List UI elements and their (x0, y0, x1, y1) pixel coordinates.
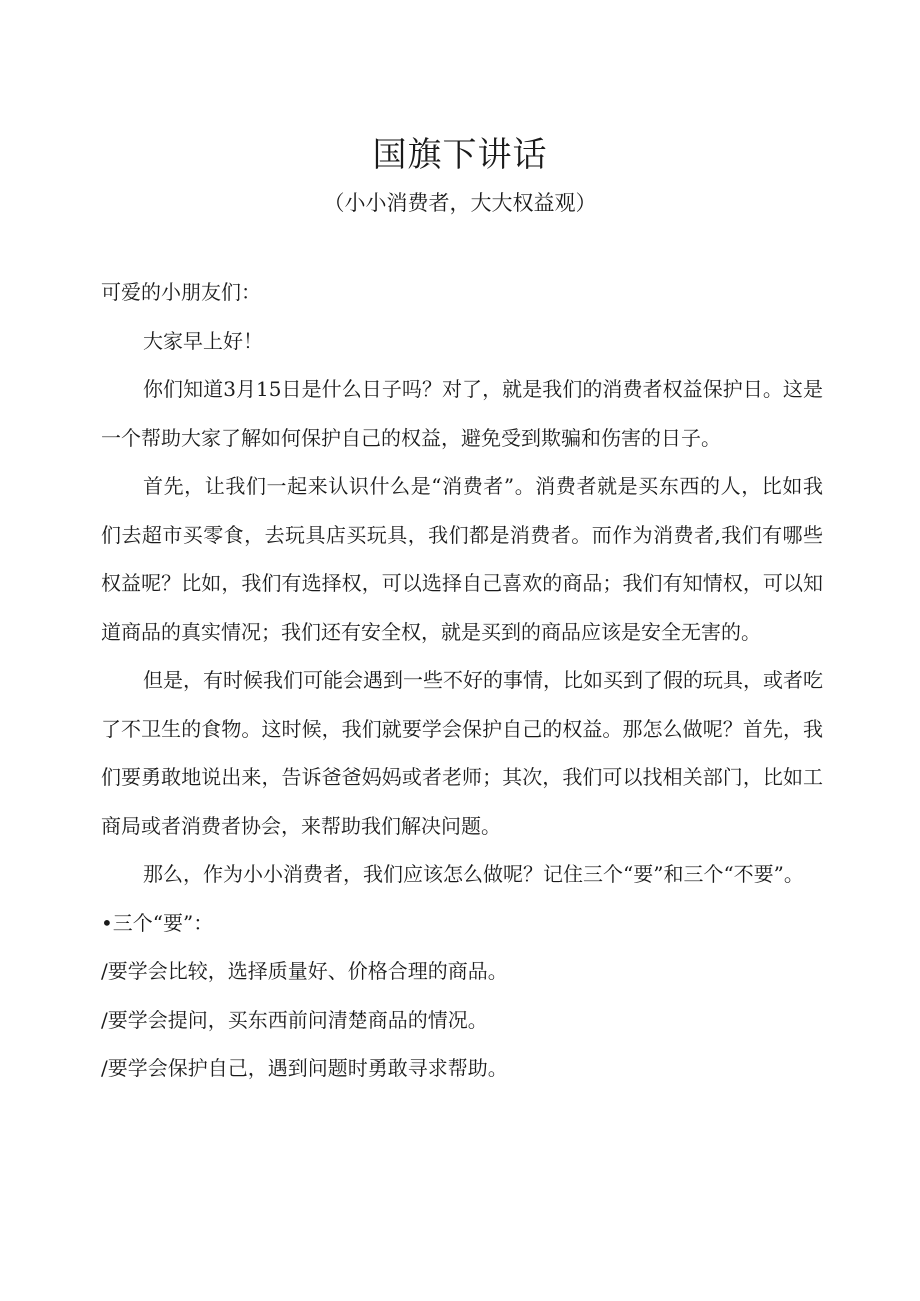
list-item: /要学会提问，买东西前问清楚商品的情况。 (101, 1007, 488, 1032)
paragraph: 但是，有时候我们可能会遇到一些不好的事情，比如买到了假的玩具，或者吃了不卫生的食物。这时候，我们就要学会保护自己的权益。那怎么做呢？首先，我们要勇敢地说出来，告诉爸爸妈妈或者老师；其次，我们可以找相关部门，比如工商局或者消费者协会，来帮助我们解决问题。 (101, 668, 823, 838)
paragraph: 那么，作为小小消费者，我们应该怎么做呢？记住三个“要”和三个“不要”。 (143, 862, 804, 886)
salutation: 大家早上好！ (143, 328, 263, 353)
greeting: 可爱的小朋友们： (101, 280, 261, 304)
paragraph: 首先，让我们一起来认识什么是“消费者”。消费者就是买东西的人，比如我们去超市买零食，去玩具店买玩具，我们都是消费者。而作为消费者,我们有哪些权益呢？比如，我们有选择权，可以选择自己喜欢的商品；我们有知情权，可以知道商品的真实情况；我们还有安全权，就是买到的商品应该是安全无害的。 (101, 474, 823, 644)
document-title: 国旗下讲话 (372, 135, 548, 175)
list-item: /要学会比较，选择质量好、价格合理的商品。 (101, 959, 508, 983)
paragraph: 你们知道3月15日是什么日子吗？对了，就是我们的消费者权益保护日。这是一个帮助大家了解如何保护自己的权益，避免受到欺骗和伤害的日子。 (101, 377, 823, 450)
list-heading: •三个“要”： (101, 910, 214, 935)
list-item: /要学会保护自己，遇到问题时勇敢寻求帮助。 (101, 1056, 508, 1080)
document-body (101, 268, 823, 1093)
document-subtitle: （小小消费者，大大权益观） (323, 191, 597, 215)
